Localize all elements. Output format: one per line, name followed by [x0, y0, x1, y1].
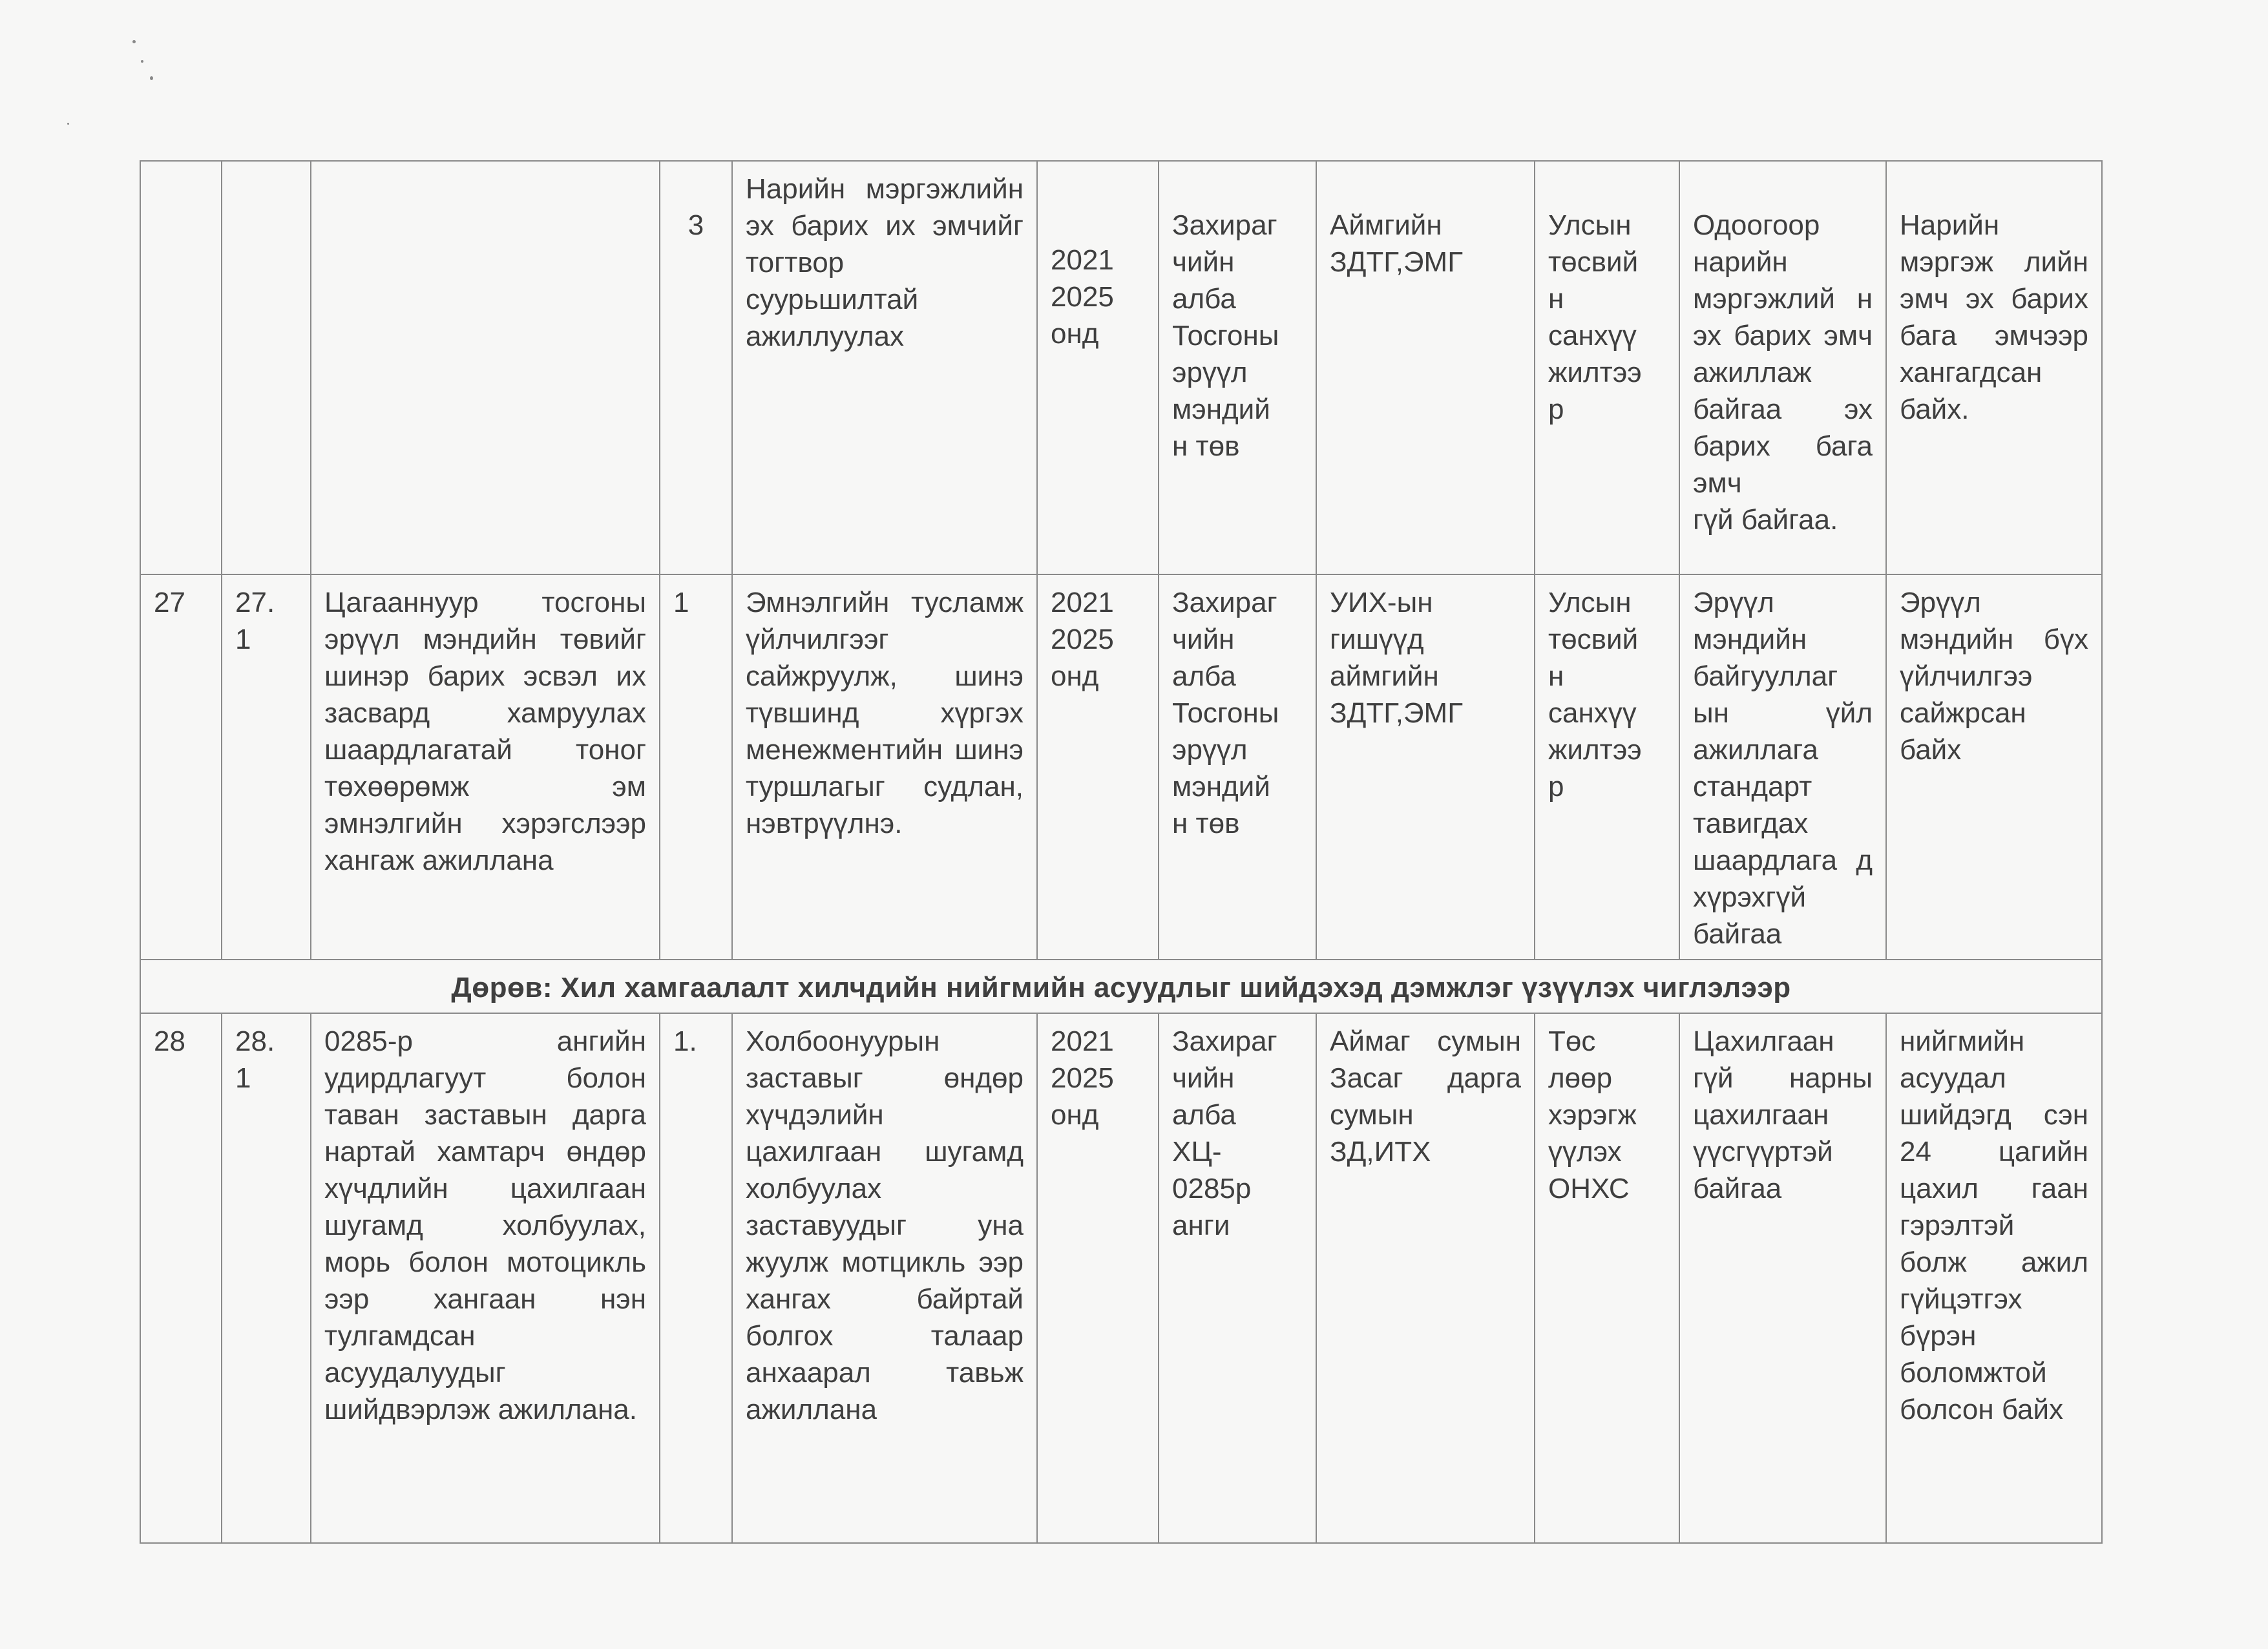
- responsible-cell: Захираг чийн алба Тосгоны эрүүл мэндий н төв: [1159, 161, 1316, 574]
- partner-cell: УИХ-ын гишүүд аймгийн ЗДТГ,ЭМГ: [1316, 574, 1535, 960]
- activity-cell: Нарийн мэргэжлийн эх барих их эмчийг тогтвор суурьшилтай ажиллуулах: [732, 161, 1037, 574]
- table-row: [140, 574, 2102, 960]
- section-title: Дөрөв: Хил хамгаалалт хилчдийн нийгмийн асуудлыг шийдэхэд дэмжлэг үзүүлэх чиглэлээр: [140, 960, 2102, 1013]
- outcome-cell: Эрүүл мэндийн бүх үйлчилгээ сайжрсан байх: [1886, 574, 2102, 960]
- sub-number-cell: 28. 1: [222, 1013, 311, 1543]
- scan-speck: [141, 60, 143, 63]
- baseline-cell: Одоогоор нарийн мэргэжлий н эх барих эмч ажиллаж байгаа эх барих бага эмч гүй байгаа.: [1679, 161, 1886, 574]
- table-row: [140, 1013, 2102, 1543]
- baseline-cell: Эрүүл мэндийн байгууллаг ын үйл ажиллага стандарт тавигдах шаардлага д хүрэхгүй байгаа: [1679, 574, 1886, 960]
- table-row: [140, 161, 2102, 574]
- scan-speck: [132, 40, 136, 43]
- goal-cell: [311, 161, 660, 574]
- funding-cell: Улсын төсвий н санхүү жилтээ р: [1535, 161, 1679, 574]
- step-cell: 3: [660, 161, 732, 574]
- row-number-cell: 27: [140, 574, 222, 960]
- baseline-cell: Цахилгаан гүй нарны цахилгаан үүсгүүртэй байгаа: [1679, 1013, 1886, 1543]
- activity-cell: Холбоонуурын заставыг өндөр хүчдэлийн цахилгаан шугамд холбуулах заставуудыг уна жуулж мотцикль ээр хангах байртай болгох талаар анхаарал тавьж ажиллана: [732, 1013, 1037, 1543]
- section-row: [140, 960, 2102, 1013]
- action-plan-table: [140, 160, 2103, 1544]
- period-cell: 2021 2025 онд: [1037, 161, 1159, 574]
- responsible-cell: Захираг чийн алба Тосгоны эрүүл мэндий н төв: [1159, 574, 1316, 960]
- scan-speck: [67, 123, 69, 125]
- goal-cell: Цагааннуур тосгоны эрүүл мэндийн төвийг шинэр барих эсвэл их засвард хамруулах шаардлагатай тоног төхөөрөмж эм эмнэлгийн хэрэгслээр хангаж ажиллана: [311, 574, 660, 960]
- activity-cell: Эмнэлгийн тусламж үйлчилгээг сайжруулж, шинэ түвшинд хүргэх менежментийн шинэ туршлагыг судлан, нэвтрүүлнэ.: [732, 574, 1037, 960]
- outcome-cell: нийгмийн асуудал шийдэгд сэн 24 цагийн цахил гаан гэрэлтэй болж ажил гүйцэтгэх бүрэн боломжтой болсон байх: [1886, 1013, 2102, 1543]
- responsible-cell: Захираг чийн алба ХЦ- 0285р анги: [1159, 1013, 1316, 1543]
- scan-speck: [150, 76, 153, 80]
- row-number-cell: 28: [140, 1013, 222, 1543]
- sub-number-cell: 27. 1: [222, 574, 311, 960]
- outcome-cell: Нарийн мэргэж лийн эмч эх барих бага эмчээр хангагдсан байх.: [1886, 161, 2102, 574]
- step-cell: 1: [660, 574, 732, 960]
- period-cell: 2021 2025 онд: [1037, 1013, 1159, 1543]
- row-number-cell: [140, 161, 222, 574]
- goal-cell: 0285-р ангийн удирдлагуут болон таван заставын дарга нартай хамтарч өндөр хүчдлийн цахилгаан шугамд холбуулах, морь болон мотоцикль ээр хангаан нэн тулгамдсан асуудалуудыг шийдвэрлэж ажиллана.: [311, 1013, 660, 1543]
- partner-cell: Аймаг сумын Засаг дарга сумын ЗД,ИТХ: [1316, 1013, 1535, 1543]
- funding-cell: Төс лөөр хэрэгж үүлэх ОНХС: [1535, 1013, 1679, 1543]
- step-cell: 1.: [660, 1013, 732, 1543]
- sub-number-cell: [222, 161, 311, 574]
- funding-cell: Улсын төсвий н санхүү жилтээ р: [1535, 574, 1679, 960]
- partner-cell: Аймгийн ЗДТГ,ЭМГ: [1316, 161, 1535, 574]
- period-cell: 2021 2025 онд: [1037, 574, 1159, 960]
